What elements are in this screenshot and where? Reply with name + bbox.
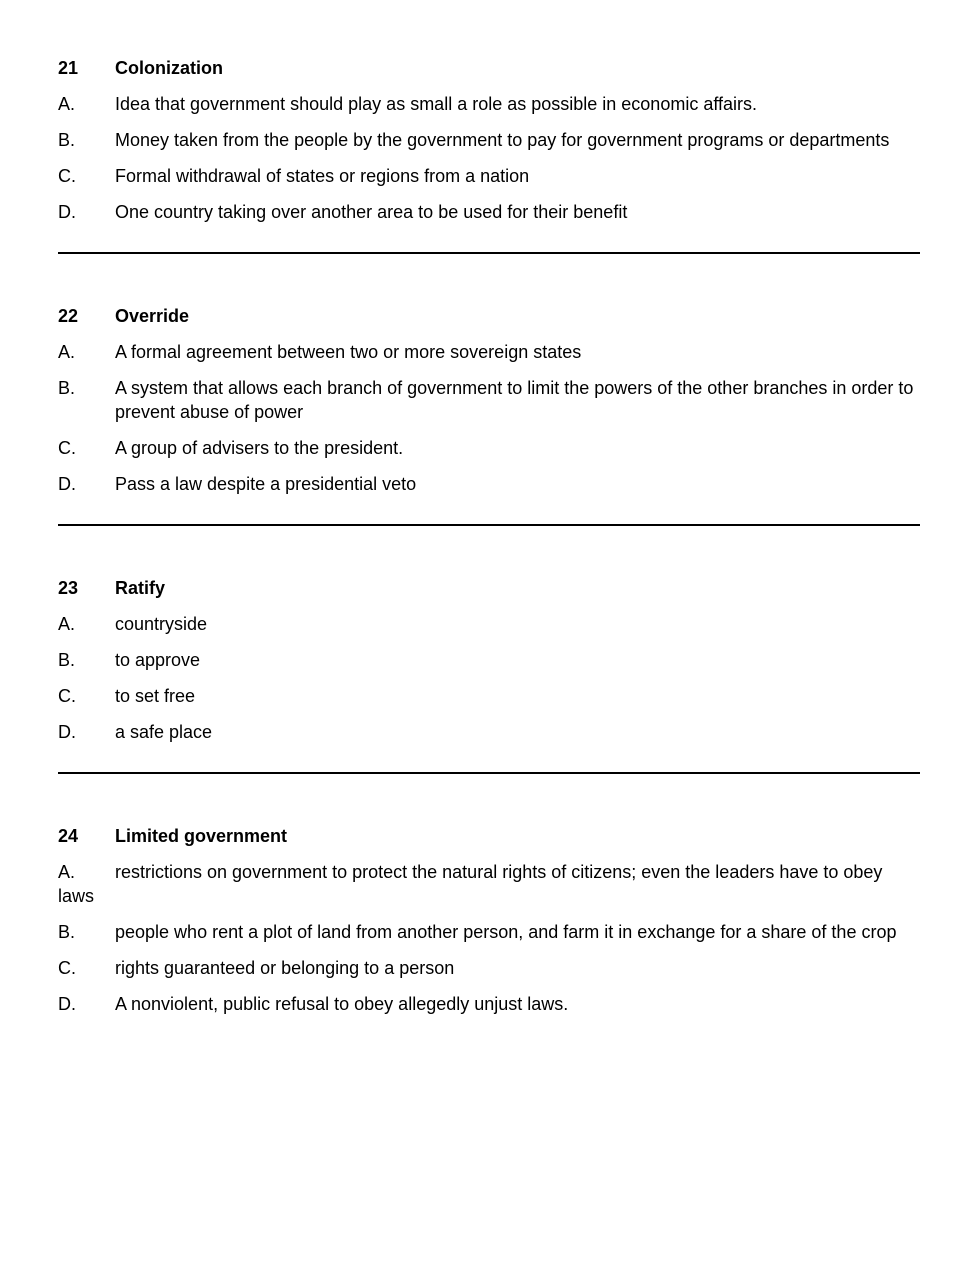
answer-option-b bbox=[58, 920, 920, 944]
option-text: to set free bbox=[115, 686, 196, 706]
section-divider bbox=[58, 252, 920, 254]
option-text: A group of advisers to the president. bbox=[115, 438, 404, 458]
option-letter: D. bbox=[58, 994, 76, 1014]
option-text: A system that allows each branch of government to limit the powers of the other branches in order to prevent abuse of power bbox=[115, 378, 914, 422]
answer-option-b bbox=[58, 376, 920, 424]
answer-option-d bbox=[58, 472, 920, 496]
option-letter: C. bbox=[58, 438, 76, 458]
option-text: Pass a law despite a presidential veto bbox=[115, 474, 417, 494]
option-text: to approve bbox=[115, 650, 201, 670]
question-term: Limited government bbox=[115, 826, 288, 846]
option-letter: D. bbox=[58, 722, 76, 742]
option-letter: B. bbox=[58, 650, 76, 670]
option-letter: C. bbox=[58, 166, 76, 186]
question-term: Override bbox=[115, 306, 190, 326]
answer-option-b bbox=[58, 648, 920, 672]
question-header bbox=[58, 56, 920, 80]
option-text: A nonviolent, public refusal to obey allegedly unjust laws. bbox=[115, 994, 569, 1014]
question-number: 22 bbox=[58, 306, 79, 326]
option-letter: C. bbox=[58, 686, 76, 706]
answer-option-c bbox=[58, 436, 920, 460]
answer-option-c bbox=[58, 956, 920, 980]
option-letter: B. bbox=[58, 378, 76, 398]
question-22 bbox=[58, 304, 920, 496]
quiz-page bbox=[58, 56, 920, 1028]
option-letter: A. bbox=[58, 94, 76, 114]
option-letter: A. bbox=[58, 342, 76, 362]
question-24 bbox=[58, 824, 920, 1016]
section-divider bbox=[58, 772, 920, 774]
question-number: 21 bbox=[58, 58, 79, 78]
option-text: Idea that government should play as small a role as possible in economic affairs. bbox=[115, 94, 758, 114]
answer-option-a bbox=[58, 860, 920, 908]
option-letter: D. bbox=[58, 202, 76, 222]
answer-option-a bbox=[58, 612, 920, 636]
answer-option-c bbox=[58, 164, 920, 188]
option-letter: B. bbox=[58, 922, 76, 942]
question-term: Colonization bbox=[115, 58, 223, 78]
option-text: Formal withdrawal of states or regions from a nation bbox=[115, 166, 530, 186]
option-letter: C. bbox=[58, 958, 76, 978]
question-23 bbox=[58, 576, 920, 744]
question-header bbox=[58, 576, 920, 600]
answer-option-d bbox=[58, 992, 920, 1016]
option-letter: A. bbox=[58, 614, 76, 634]
question-number: 23 bbox=[58, 578, 79, 598]
option-text: restrictions on government to protect the natural rights of citizens; even the leaders have to obey laws bbox=[58, 862, 883, 906]
option-letter: B. bbox=[58, 130, 76, 150]
question-header bbox=[58, 824, 920, 848]
option-letter: D. bbox=[58, 474, 76, 494]
option-text: Money taken from the people by the government to pay for government programs or departments bbox=[115, 130, 890, 150]
answer-option-a bbox=[58, 92, 920, 116]
question-term: Ratify bbox=[115, 578, 166, 598]
option-letter: A. bbox=[58, 862, 76, 882]
option-text: rights guaranteed or belonging to a person bbox=[115, 958, 455, 978]
option-text: countryside bbox=[115, 614, 208, 634]
answer-option-d bbox=[58, 720, 920, 744]
option-text: a safe place bbox=[115, 722, 213, 742]
answer-option-c bbox=[58, 684, 920, 708]
question-header bbox=[58, 304, 920, 328]
answer-option-a bbox=[58, 340, 920, 364]
answer-option-b bbox=[58, 128, 920, 152]
option-text: One country taking over another area to be used for their benefit bbox=[115, 202, 628, 222]
question-21 bbox=[58, 56, 920, 224]
option-text: A formal agreement between two or more sovereign states bbox=[115, 342, 582, 362]
section-divider bbox=[58, 524, 920, 526]
answer-option-d bbox=[58, 200, 920, 224]
option-text: people who rent a plot of land from another person, and farm it in exchange for a share of the crop bbox=[115, 922, 897, 942]
question-number: 24 bbox=[58, 826, 79, 846]
